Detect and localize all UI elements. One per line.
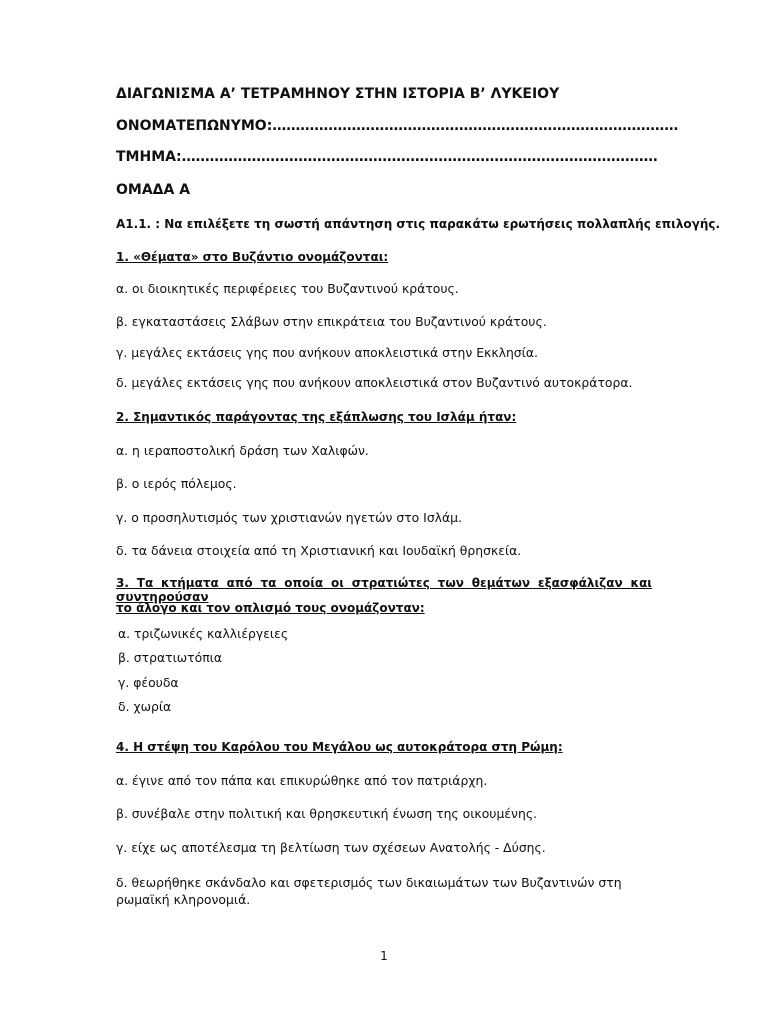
question-1-option-c: γ. μεγάλες εκτάσεις γης που ανήκουν αποκλειστικά στην Εκκλησία. — [116, 345, 538, 360]
question-2-option-b: β. ο ιερός πόλεμος. — [116, 476, 237, 491]
question-4-option-d: δ. θεωρήθηκε σκάνδαλο και σφετερισμός των δικαιωμάτων των Βυζαντινών στη ρωμαϊκή κληρονομιά. — [116, 875, 622, 907]
instruction-text: Α1.1. : Να επιλέξετε τη σωστή απάντηση στις παρακάτω ερωτήσεις πολλαπλής επιλογής. — [116, 217, 721, 231]
question-2-stem: 2. Σημαντικός παράγοντας της εξάπλωσης του Ισλάμ ήταν: — [116, 410, 517, 424]
question-4-option-c: γ. είχε ως αποτέλεσμα τη βελτίωση των σχέσεων Ανατολής - Δύσης. — [116, 840, 546, 855]
question-4-option-a: α. έγινε από τον πάπα και επικυρώθηκε από τον πατριάρχη. — [116, 773, 488, 788]
question-2-option-a: α. η ιεραποστολική δράση των Χαλιφών. — [116, 443, 369, 458]
question-3-stem-line-1: 3. Τα κτήματα από τα οποία οι στρατιώτες των θεμάτων εξασφάλιζαν και συντηρούσαν — [116, 576, 652, 604]
question-3-option-c: γ. φέουδα — [118, 675, 179, 690]
question-1-option-b: β. εγκαταστάσεις Σλάβων στην επικράτεια του Βυζαντινού κράτους. — [116, 314, 547, 329]
group-heading: ΟΜΑΔΑ Α — [116, 182, 191, 198]
question-4-stem: 4. Η στέψη του Καρόλου του Μεγάλου ως αυτοκράτορα στη Ρώμη: — [116, 740, 563, 754]
question-2-option-c: γ. ο προσηλυτισμός των χριστιανών ηγετών στο Ισλάμ. — [116, 510, 463, 525]
question-3-option-d: δ. χωρία — [118, 699, 172, 714]
question-1-option-d: δ. μεγάλες εκτάσεις γης που ανήκουν αποκλειστικά στον Βυζαντινό αυτοκράτορα. — [116, 375, 633, 390]
question-1-stem: 1. «Θέματα» στο Βυζάντιο ονομάζονται: — [116, 250, 389, 264]
question-3-option-b: β. στρατιωτόπια — [118, 650, 223, 665]
exam-title: ΔΙΑΓΩΝΙΣΜΑ Α’ ΤΕΤΡΑΜΗΝΟΥ ΣΤΗΝ ΙΣΤΟΡΙΑ Β’ ΛΥΚΕΙΟΥ — [116, 86, 560, 102]
question-1-option-a: α. οι διοικητικές περιφέρειες του Βυζαντινού κράτους. — [116, 281, 459, 296]
page-number: 1 — [380, 949, 388, 963]
name-field-line: ΟΝΟΜΑΤΕΠΩΝΥΜΟ:…………………………………………………………………………… — [116, 118, 679, 134]
question-4-option-b: β. συνέβαλε στην πολιτική και θρησκευτική ένωση της οικουμένης. — [116, 806, 538, 821]
question-2-option-d: δ. τα δάνεια στοιχεία από τη Χριστιανική και Ιουδαϊκή θρησκεία. — [116, 543, 522, 558]
question-3-stem-line-2: το άλογο και τον οπλισμό τους ονομάζονταν: — [116, 601, 425, 615]
class-field-line: ΤΜΗΜΑ:………………………………………………………………………………………… — [116, 149, 658, 165]
question-3-option-a: α. τριζωνικές καλλιέργειες — [118, 626, 289, 641]
